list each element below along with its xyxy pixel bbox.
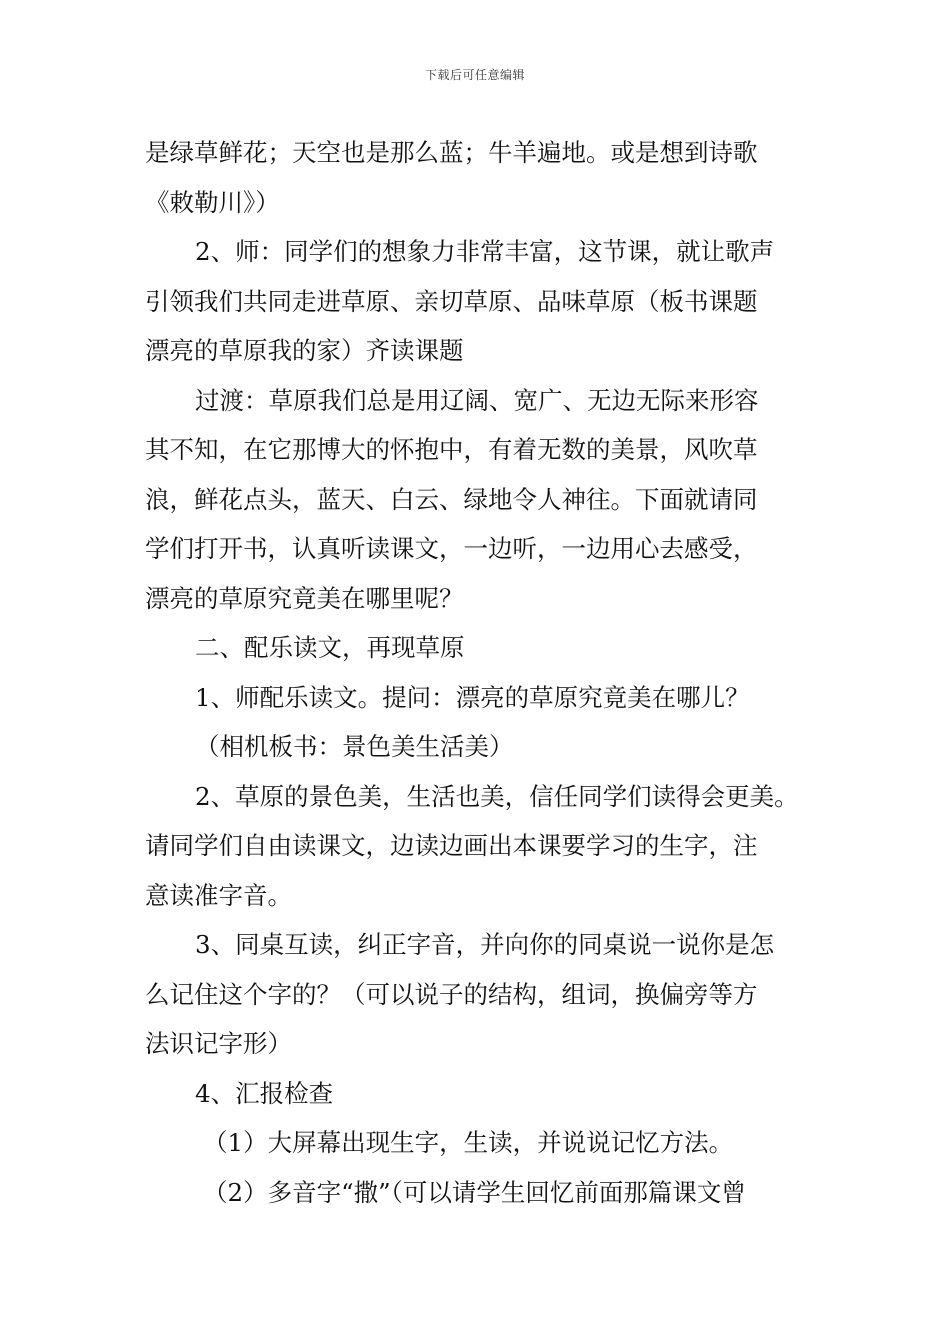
text-line: （2）多音字“撒”（可以请学生回忆前面那篇课文曾 bbox=[203, 1177, 746, 1207]
text-line: 漂亮的草原究竟美在哪里呢？ bbox=[145, 583, 464, 613]
text-line: 3、同桌互读，纠正字音，并向你的同桌说一说你是怎 bbox=[195, 930, 775, 959]
text-line: 浪，鲜花点头，蓝天、白云、绿地令人神往。下面就请同 bbox=[145, 484, 758, 514]
text-line: 4、汇报检查 bbox=[195, 1078, 334, 1108]
text-line: 《敕勒川》） bbox=[145, 187, 280, 217]
text-line: 法识记字形） bbox=[145, 1029, 292, 1058]
text-line: 2、草原的景色美，生活也美，信任同学们读得会更美。 bbox=[195, 781, 799, 811]
text-line: 么记住这个字的？（可以说子的结构，组词，换偏旁等方 bbox=[145, 979, 758, 1009]
page-header: 下载后可任意编辑 bbox=[424, 68, 525, 82]
text-line: 学们打开书，认真听读课文，一边听，一边用心去感受， bbox=[145, 534, 758, 563]
text-line: 其不知，在它那博大的怀抱中，有着无数的美景，风吹草 bbox=[145, 435, 758, 464]
text-line: 意读准字音。 bbox=[145, 880, 292, 910]
document-body bbox=[145, 128, 845, 1217]
text-line: 1、师配乐读文。提问：漂亮的草原究竟美在哪儿？ bbox=[195, 682, 750, 712]
text-line: （相机板书：景色美生活美） bbox=[195, 732, 514, 761]
text-line: （1）大屏幕出现生字，生读，并说说记忆方法。 bbox=[203, 1128, 734, 1157]
text-line: 二、配乐读文，再现草原 bbox=[195, 633, 465, 662]
text-line: 2、师：同学们的想象力非常丰富，这节课，就让歌声 bbox=[195, 237, 775, 266]
text-line: 漂亮的草原我的家）齐读课题 bbox=[145, 336, 464, 365]
text-line: 引领我们共同走进草原、亲切草原、品味草原（板书课题 bbox=[145, 286, 758, 316]
text-line: 过渡：草原我们总是用辽阔、宽广、无边无际来形容 bbox=[195, 385, 759, 415]
text-line: 请同学们自由读课文，边读边画出本课要学习的生字，注 bbox=[145, 831, 758, 860]
text-line: 是绿草鲜花；天空也是那么蓝；牛羊遍地。或是想到诗歌 bbox=[145, 138, 758, 167]
